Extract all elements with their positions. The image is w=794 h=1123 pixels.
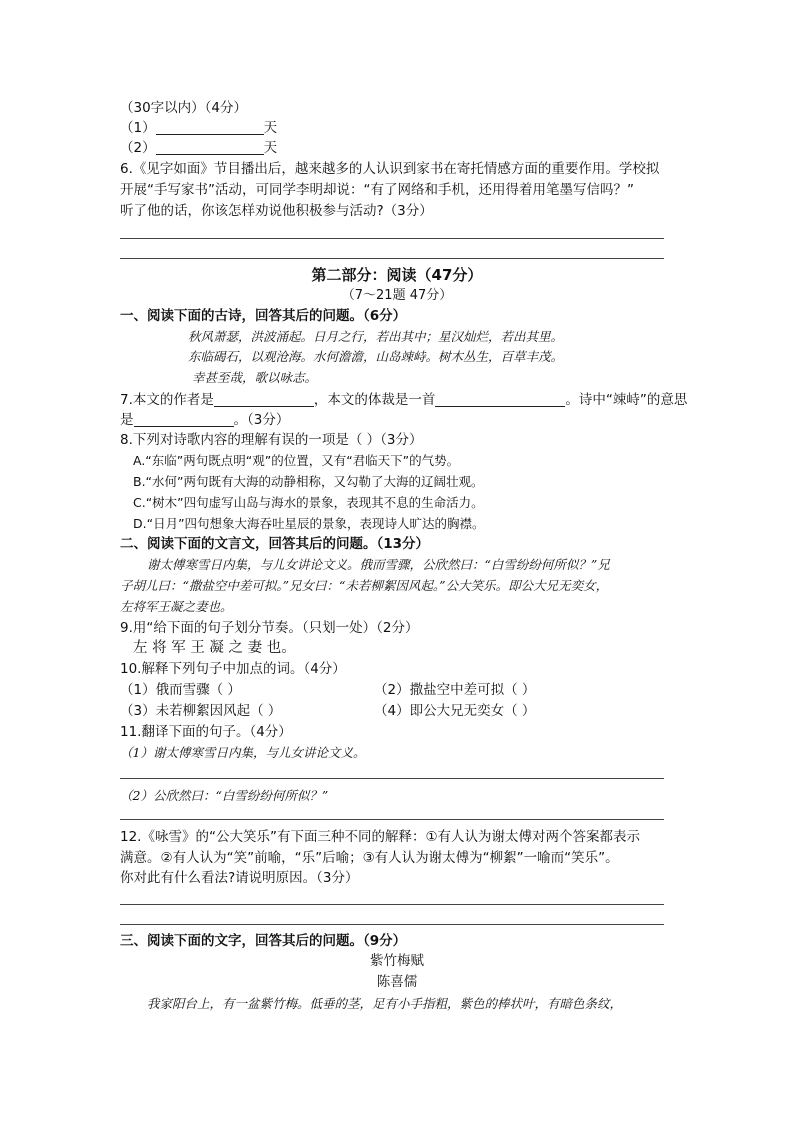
q7-author-blank[interactable] <box>214 392 314 407</box>
answer-label-2: （2） <box>120 140 156 156</box>
answer-blank-1[interactable] <box>156 120 264 135</box>
q10-item[interactable]: （2）撒盐空中差可拟（ ） <box>374 682 536 698</box>
q10-item[interactable]: （1）俄而雪骤（ ） <box>120 682 241 698</box>
q8-option-d[interactable]: D.“日月”四句想象大海吞吐星辰的景象，表现诗人旷达的胸襟。 <box>133 516 485 531</box>
part-subtitle: （7～21题 47分） <box>341 288 453 303</box>
prose-line: 左将军王凝之妻也。 <box>120 599 233 614</box>
day-char-2: 天 <box>263 140 278 156</box>
q7-text-b: ，本文的体裁是一首 <box>313 392 436 408</box>
day-char-1: 天 <box>263 120 278 136</box>
q10-stem: 10.解释下列句子中加点的词。（4分） <box>120 661 346 677</box>
article-title: 紫竹梅赋 <box>370 953 424 969</box>
q11-stem: 11.翻译下面的句子。（4分） <box>120 724 292 740</box>
q12-line-3: 你对此有什么看法?请说明原因。（3分） <box>120 870 359 886</box>
q9-sentence[interactable]: 左 将 军 王 凝 之 妻 也。 <box>133 640 296 656</box>
q11-sentence-2: （2）公欣然曰：“白雪纷纷何所似？” <box>120 788 329 803</box>
answer-rule[interactable] <box>120 778 664 779</box>
section-heading-poem: 一、阅读下面的古诗，回答其后的问题。（6分） <box>120 308 407 324</box>
section-heading-modern: 三、阅读下面的文字，回答其后的问题。（9分） <box>120 933 407 949</box>
q7-line-2 <box>120 411 289 429</box>
answer-rule[interactable] <box>120 238 664 239</box>
poem-line: 秋风萧瑟，洪波涌起。日月之行，若出其中；星汉灿烂，若出其里。 <box>188 329 564 344</box>
q12-line-2: 满意。②有人认为“笑”前喻，“乐”后喻；③有人认为谢太傅为“柳絮”一喻而“笑乐”。 <box>120 850 619 866</box>
article-author: 陈喜儒 <box>376 974 418 990</box>
section-heading-prose: 二、阅读下面的文言文，回答其后的问题。（13分） <box>120 536 430 552</box>
q6-line-3: 听了他的话，你该怎样劝说他积极参与活动?（3分） <box>120 203 433 219</box>
answer-rule[interactable] <box>120 924 664 925</box>
q7-line-1 <box>120 391 687 409</box>
q7-text-d: 是 <box>120 412 134 428</box>
q10-item[interactable]: （4）即公大兄无奕女（ ） <box>374 703 536 719</box>
part-title: 第二部分：阅读（47分） <box>311 266 483 284</box>
q8-stem: 8.下列对诗歌内容的理解有误的一项是（ ）（3分） <box>120 432 423 448</box>
poem-line: 幸甚至哉，歌以咏志。 <box>192 370 318 385</box>
q7-genre-blank[interactable] <box>435 392 565 407</box>
q12-line-1: 12.《咏雪》的“公大笑乐”有下面三种不同的解释：①有人认为谢太傅对两个答案都表示 <box>120 829 641 845</box>
q8-option-b[interactable]: B.“水何”两句既有大海的动静相称，又勾勒了大海的辽阔壮观。 <box>133 474 484 489</box>
answer-line-2 <box>120 139 277 157</box>
q6-line-1: 6.《见字如面》节目播出后，越来越多的人认识到家书在寄托情感方面的重要作用。学校拟 <box>120 161 660 177</box>
q6-line-2: 开展“手写家书”活动，可同学李明却说：“有了网络和手机，还用得着用笔墨写信吗？” <box>120 182 634 198</box>
answer-rule[interactable] <box>120 904 664 905</box>
answer-rule[interactable] <box>120 819 664 820</box>
answer-blank-2[interactable] <box>156 140 264 155</box>
q8-option-a[interactable]: A.“东临”两句既点明“观”的位置，又有“君临天下”的气势。 <box>133 453 460 468</box>
prose-line: 子胡儿曰：“撒盐空中差可拟。”兄女曰：“未若柳絮因风起。”公大笑乐。即公大兄无奕女， <box>120 578 609 593</box>
answer-rule[interactable] <box>120 258 664 259</box>
poem-line: 东临碣石，以观沧海。水何澹澹，山岛竦峙。树木丛生，百草丰茂。 <box>188 349 564 364</box>
q10-item[interactable]: （3）未若柳絮因风起（ ） <box>120 703 282 719</box>
answer-label-1: （1） <box>120 120 156 136</box>
q9-stem: 9.用“给下面的句子划分节奏。（只划一处）（2分） <box>120 620 419 636</box>
article-first-line: 我家阳台上，有一盆紫竹梅。低垂的茎，足有小手指粗，紫色的棒状叶，有暗色条纹， <box>147 996 623 1011</box>
q7-meaning-blank[interactable] <box>134 412 234 427</box>
answer-line-1 <box>120 119 277 137</box>
q8-option-c[interactable]: C.“树木”四句虚写山岛与海水的景象，表现其不息的生命活力。 <box>133 495 484 510</box>
q7-text-a: 7.本文的作者是 <box>120 392 214 408</box>
word-limit-note: （30字以内）（4分） <box>120 100 248 116</box>
q7-text-e: 。（3分） <box>233 412 290 428</box>
prose-line: 谢太傅寒雪日内集，与儿女讲论文义。俄而雪骤，公欣然曰：“白雪纷纷何所似？”兄 <box>147 557 610 572</box>
q11-sentence-1: （1）谢太傅寒雪日内集，与儿女讲论文义。 <box>120 745 366 760</box>
q7-text-c: 。诗中“竦峙”的意思 <box>565 392 688 408</box>
